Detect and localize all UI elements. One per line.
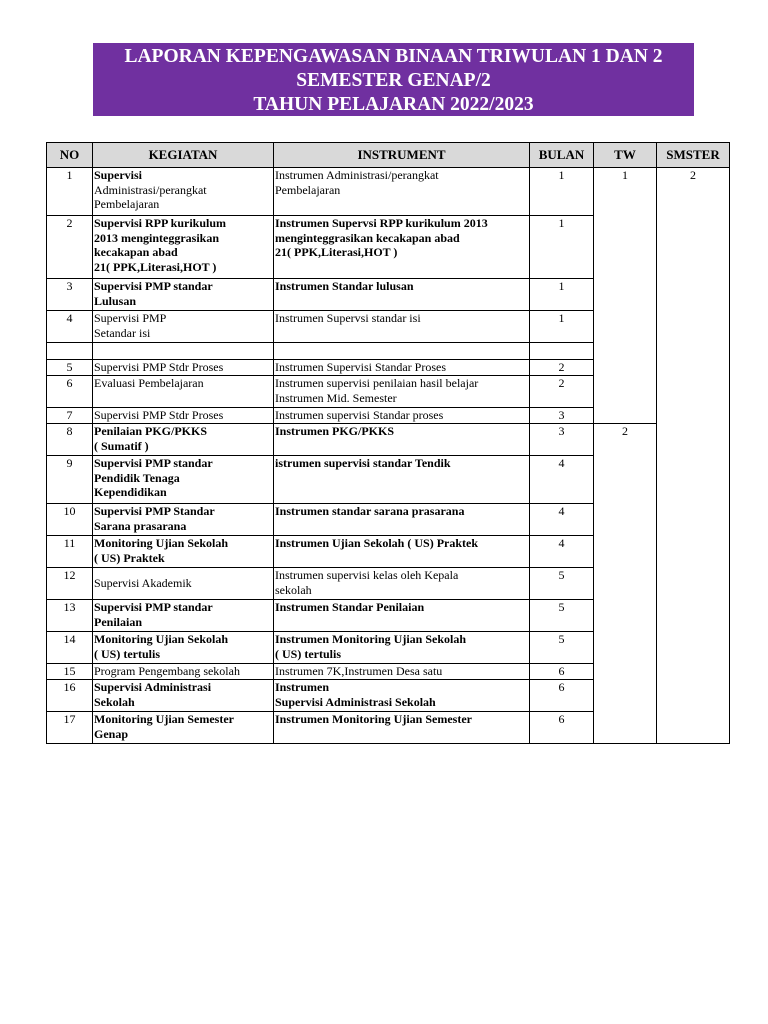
row-kegiatan [93, 311, 274, 343]
kegiatan-line: Program Pengembang sekolah [94, 664, 240, 678]
row-no: 13 [47, 600, 93, 632]
row-instrument [274, 343, 530, 360]
instrument-line: ( US) tertulis [275, 646, 341, 661]
row-kegiatan [93, 343, 274, 360]
instrument-line: Instrumen Administrasi/perangkat [275, 168, 439, 182]
row-bulan: 1 [530, 216, 594, 279]
kegiatan-line: Supervisi PMP Stdr Proses [94, 408, 224, 422]
instrument-line: Instrumen Monitoring Ujian Semester [275, 712, 472, 726]
column-header-kegiatan: KEGIATAN [93, 143, 274, 168]
instrument-line: Instrumen standar sarana prasarana [275, 504, 465, 518]
column-header-no: NO [47, 143, 93, 168]
row-kegiatan [93, 216, 274, 279]
row-no: 10 [47, 504, 93, 536]
instrument-line: 21( PPK,Literasi,HOT ) [275, 245, 398, 259]
row-no: 12 [47, 568, 93, 600]
kegiatan-line: Sekolah [94, 694, 135, 709]
kegiatan-line: 2013 menginteggrasikan [94, 230, 220, 245]
row-no: 5 [47, 360, 93, 376]
row-bulan: 1 [530, 168, 594, 216]
row-instrument [274, 712, 530, 744]
row-instrument [274, 536, 530, 568]
instrument-line: Instrumen [275, 680, 330, 694]
instrument-line: Instrumen PKG/PKKS [275, 424, 395, 438]
instrument-line: Instrumen Standar lulusan [275, 279, 414, 293]
row-instrument [274, 680, 530, 712]
instrument-line: Pembelajaran [275, 182, 341, 197]
kegiatan-line: Supervisi PMP [94, 311, 167, 325]
row-bulan: 6 [530, 680, 594, 712]
row-kegiatan [93, 456, 274, 504]
row-no: 11 [47, 536, 93, 568]
instrument-line: Instrumen Mid. Semester [275, 390, 397, 405]
instrument-line: Supervisi Administrasi Sekolah [275, 694, 436, 709]
row-no: 14 [47, 632, 93, 664]
row-kegiatan [93, 600, 274, 632]
kegiatan-line: ( Sumatif ) [94, 438, 149, 453]
row-no: 4 [47, 311, 93, 343]
kegiatan-line: Supervisi PMP standar [94, 600, 213, 614]
instrument-line: Instrumen supervisi kelas oleh Kepala [275, 568, 459, 582]
row-bulan: 6 [530, 664, 594, 680]
instrument-line: sekolah [275, 582, 312, 597]
row-kegiatan [93, 376, 274, 408]
row-no: 9 [47, 456, 93, 504]
instrument-line: Instrumen 7K,Instrumen Desa satu [275, 664, 443, 678]
supervision-report-table [46, 142, 730, 744]
row-no: 15 [47, 664, 93, 680]
row-instrument [274, 168, 530, 216]
instrument-line: Instrumen supervisi Standar proses [275, 408, 444, 422]
row-instrument [274, 360, 530, 376]
row-kegiatan [93, 408, 274, 424]
column-header-instrument: INSTRUMENT [274, 143, 530, 168]
kegiatan-line: Monitoring Ujian Semester [94, 712, 234, 726]
row-bulan: 2 [530, 360, 594, 376]
row-kegiatan [93, 279, 274, 311]
instrument-line: Instrumen Supervsi standar isi [275, 311, 421, 325]
kegiatan-line: Supervisi PMP standar [94, 456, 213, 470]
kegiatan-line: Supervisi PMP standar [94, 279, 213, 293]
kegiatan-line: ( US) Praktek [94, 550, 165, 565]
kegiatan-line: Evaluasi Pembelajaran [94, 376, 204, 390]
report-title-banner [93, 43, 694, 116]
row-kegiatan [93, 536, 274, 568]
row-bulan: 5 [530, 632, 594, 664]
row-instrument [274, 632, 530, 664]
kegiatan-line: Administrasi/perangkat [94, 182, 207, 197]
table-header-row [47, 143, 730, 168]
kegiatan-line: Pendidik Tenaga [94, 470, 180, 485]
kegiatan-line: Kependidikan [94, 485, 167, 499]
row-kegiatan [93, 680, 274, 712]
row-kegiatan [93, 168, 274, 216]
kegiatan-line: Penilaian [94, 614, 143, 629]
row-instrument [274, 311, 530, 343]
instrument-line: istrumen supervisi standar Tendik [275, 456, 451, 470]
row-kegiatan [93, 424, 274, 456]
report-title-line-3: TAHUN PELAJARAN 2022/2023 [253, 94, 534, 115]
row-bulan: 1 [530, 279, 594, 311]
instrument-line: Instrumen Supervisi Standar Proses [275, 360, 446, 374]
row-instrument [274, 408, 530, 424]
row-instrument [274, 424, 530, 456]
instrument-line: Instrumen Standar Penilaian [275, 600, 425, 614]
table-row [47, 168, 730, 216]
row-bulan: 6 [530, 712, 594, 744]
kegiatan-line: Supervisi PMP Stdr Proses [94, 360, 224, 374]
row-no: 1 [47, 168, 93, 216]
row-no: 17 [47, 712, 93, 744]
column-header-tw: TW [594, 143, 657, 168]
row-kegiatan [93, 664, 274, 680]
report-title-line-2: SEMESTER GENAP/2 [296, 70, 491, 91]
row-instrument [274, 216, 530, 279]
row-kegiatan [93, 504, 274, 536]
tw-cell-1: 1 [594, 168, 657, 424]
row-kegiatan [93, 360, 274, 376]
kegiatan-line: Supervisi Administrasi [94, 680, 212, 694]
kegiatan-line: Pembelajaran [94, 197, 160, 211]
kegiatan-line: Sarana prasarana [94, 518, 187, 533]
kegiatan-line: Supervisi RPP kurikulum [94, 216, 227, 230]
kegiatan-line: 21( PPK,Literasi,HOT ) [94, 259, 217, 274]
tw-cell-2: 2 [594, 424, 657, 744]
row-instrument [274, 376, 530, 408]
row-bulan: 3 [530, 424, 594, 456]
row-bulan: 5 [530, 568, 594, 600]
instrument-line: Instrumen Monitoring Ujian Sekolah [275, 632, 467, 646]
row-instrument [274, 664, 530, 680]
table-row [47, 424, 730, 456]
row-no: 7 [47, 408, 93, 424]
instrument-line: Instrumen Ujian Sekolah ( US) Praktek [275, 536, 479, 550]
row-instrument [274, 504, 530, 536]
kegiatan-line: Supervisi Akademik [94, 576, 192, 591]
kegiatan-line: Penilaian PKG/PKKS [94, 424, 208, 438]
row-no: 3 [47, 279, 93, 311]
row-instrument [274, 456, 530, 504]
row-instrument [274, 600, 530, 632]
row-bulan: 4 [530, 456, 594, 504]
row-instrument [274, 568, 530, 600]
row-bulan: 2 [530, 376, 594, 408]
kegiatan-line: Monitoring Ujian Sekolah [94, 536, 229, 550]
kegiatan-line: kecakapan abad [94, 245, 178, 259]
instrument-line: Instrumen supervisi penilaian hasil belajar [275, 376, 479, 390]
row-no [47, 343, 93, 360]
row-bulan [530, 343, 594, 360]
report-title-line-1: LAPORAN KEPENGAWASAN BINAAN TRIWULAN 1 DAN 2 [124, 46, 663, 67]
row-no: 2 [47, 216, 93, 279]
kegiatan-line: Monitoring Ujian Sekolah [94, 632, 229, 646]
kegiatan-line: Supervisi PMP Standar [94, 504, 215, 518]
row-instrument [274, 279, 530, 311]
row-bulan: 1 [530, 311, 594, 343]
row-kegiatan [93, 632, 274, 664]
smster-cell: 2 [657, 168, 730, 744]
row-kegiatan [93, 568, 274, 600]
row-no: 16 [47, 680, 93, 712]
kegiatan-line: Lulusan [94, 293, 137, 308]
instrument-line: menginteggrasikan kecakapan abad [275, 230, 460, 245]
row-bulan: 4 [530, 504, 594, 536]
column-header-smster: SMSTER [657, 143, 730, 168]
kegiatan-line: Setandar isi [94, 325, 151, 340]
row-no: 6 [47, 376, 93, 408]
row-kegiatan [93, 712, 274, 744]
row-no: 8 [47, 424, 93, 456]
row-bulan: 5 [530, 600, 594, 632]
column-header-bulan: BULAN [530, 143, 594, 168]
kegiatan-line: ( US) tertulis [94, 646, 160, 661]
row-bulan: 4 [530, 536, 594, 568]
kegiatan-line: Genap [94, 726, 129, 741]
row-bulan: 3 [530, 408, 594, 424]
kegiatan-line: Supervisi [94, 168, 143, 182]
instrument-line: Instrumen Supervsi RPP kurikulum 2013 [275, 216, 488, 230]
